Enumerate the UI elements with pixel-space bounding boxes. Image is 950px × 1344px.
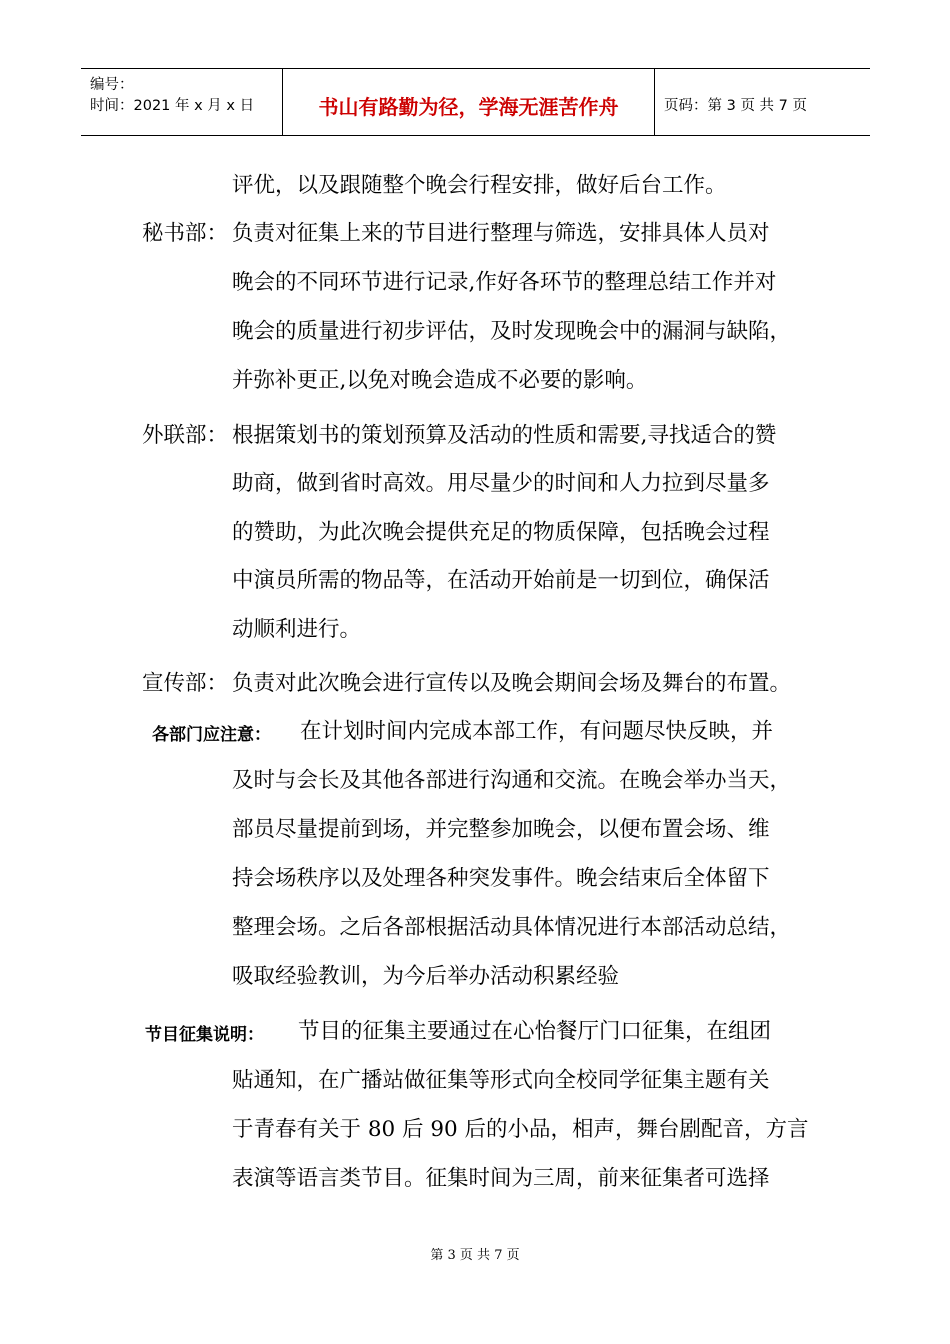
paragraph-line: 吸取经验教训，为今后举办活动积累经验 — [232, 964, 620, 989]
paragraph-line: 持会场秩序以及处理各种突发事件。晚会结束后全体留下 — [232, 866, 770, 891]
paragraph-line: 助商，做到省时高效。用尽量少的时间和人力拉到尽量多 — [232, 471, 770, 496]
section-label-program: 节目征集说明： — [145, 1025, 264, 1045]
paragraph-line: 负责对此次晚会进行宣传以及晚会期间会场及舞台的布置。 — [232, 671, 792, 696]
document-date-label: 时间：2021 年 x 月 x 日 — [90, 98, 255, 114]
header-page-number: 页码：第 3 页 共 7 页 — [664, 98, 807, 114]
section-label-notice: 各部门应注意： — [152, 725, 271, 745]
paragraph-line: 在计划时间内完成本部工作，有问题尽快反映，并 — [300, 719, 774, 744]
paragraph-line: 中演员所需的物品等，在活动开始前是一切到位，确保活 — [232, 568, 770, 593]
paragraph-line: 动顺利进行。 — [232, 617, 362, 642]
paragraph-line: 贴通知，在广播站做征集等形式向全校同学征集主题有关 — [232, 1068, 770, 1093]
paragraph-line: 晚会的不同环节进行记录,作好各环节的整理总结工作并对 — [232, 270, 777, 295]
section-label-publicity: 宣传部： — [142, 671, 229, 696]
document-number-label: 编号： — [90, 77, 134, 93]
paragraph-line: 及时与会长及其他各部进行沟通和交流。在晚会举办当天， — [232, 768, 792, 793]
header-meta-cell — [81, 69, 283, 135]
header-page-cell — [655, 69, 870, 135]
paragraph-line: 于青春有关于 80 后 90 后的小品，相声，舞台剧配音，方言 — [232, 1117, 809, 1142]
header-motto-cell — [283, 69, 655, 135]
paragraph-line: 根据策划书的策划预算及活动的性质和需要,寻找适合的赞 — [232, 423, 777, 448]
paragraph-line: 节目的征集主要通过在心怡餐厅门口征集，在组团 — [298, 1019, 772, 1044]
continuation-line: 评优，以及跟随整个晚会行程安排，做好后台工作。 — [232, 173, 727, 198]
page-header — [81, 68, 870, 136]
paragraph-line: 的赞助，为此次晚会提供充足的物质保障，包括晚会过程 — [232, 520, 770, 545]
page-footer: 第 3 页 共 7 页 — [430, 1248, 520, 1263]
paragraph-line: 整理会场。之后各部根据活动具体情况进行本部活动总结， — [232, 915, 792, 940]
paragraph-line: 并弥补更正,以免对晚会造成不必要的影响。 — [232, 368, 648, 393]
paragraph-line: 部员尽量提前到场，并完整参加晚会，以便布置会场、维 — [232, 817, 770, 842]
section-label-secretariat: 秘书部： — [142, 221, 229, 246]
paragraph-line: 表演等语言类节目。征集时间为三周，前来征集者可选择 — [232, 1166, 770, 1191]
header-motto: 书山有路勤为径，学海无涯苦作舟 — [318, 95, 619, 119]
paragraph-line: 晚会的质量进行初步评估，及时发现晚会中的漏洞与缺陷， — [232, 319, 792, 344]
paragraph-line: 负责对征集上来的节目进行整理与筛选，安排具体人员对 — [232, 221, 770, 246]
section-label-liaison: 外联部： — [142, 423, 229, 448]
